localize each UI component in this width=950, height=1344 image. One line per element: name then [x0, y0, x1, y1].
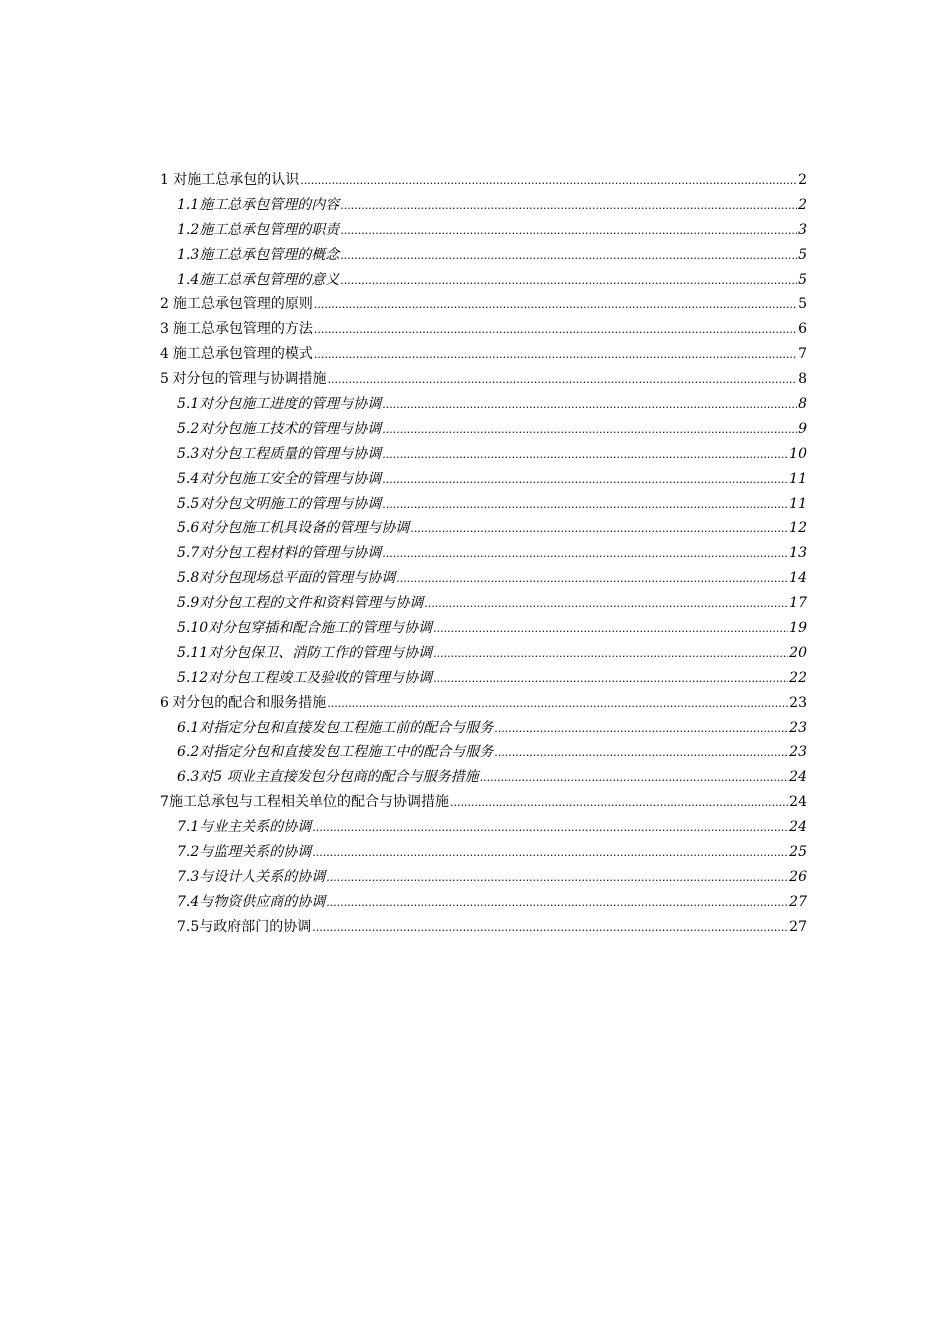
toc-entry-title: 对分包文明施工的管理与协调 — [199, 495, 382, 512]
toc-dot-leader — [433, 617, 788, 642]
toc-entry-title: 对分包现场总平面的管理与协调 — [199, 570, 396, 587]
toc-entry-title: 对分包施工进度的管理与协调 — [199, 396, 382, 413]
toc-entry[interactable] — [160, 467, 807, 492]
toc-entry[interactable] — [160, 915, 807, 940]
toc-dot-leader — [382, 393, 797, 418]
toc-entry-number: 7.2 — [177, 844, 200, 861]
toc-dot-leader — [340, 219, 797, 244]
toc-entry-page-number: 23 — [789, 744, 807, 761]
toc-dot-leader — [326, 866, 788, 891]
toc-entry-number: 1.4 — [177, 271, 200, 288]
toc-entry-page-number: 8 — [798, 396, 807, 413]
toc-entry-title: 与监理关系的协调 — [199, 844, 312, 861]
toc-entry-page-number: 27 — [789, 893, 807, 910]
toc-entry-page-number: 19 — [789, 620, 807, 637]
toc-entry[interactable] — [160, 641, 807, 666]
toc-entry-number: 4 — [160, 346, 169, 363]
toc-entry-page-number: 26 — [789, 868, 807, 885]
toc-dot-leader — [382, 443, 788, 468]
toc-entry[interactable] — [160, 392, 807, 417]
toc-entry-page-number: 23 — [789, 719, 807, 736]
toc-entry-page-number: 7 — [798, 346, 807, 363]
toc-entry[interactable] — [160, 292, 807, 317]
toc-entry-title: 对分包工程的文件和资料管理与协调 — [199, 595, 424, 612]
toc-dot-leader — [312, 816, 788, 841]
toc-entry[interactable] — [160, 890, 807, 915]
toc-entry-page-number: 8 — [798, 371, 807, 388]
toc-entry-page-number: 24 — [789, 769, 807, 786]
toc-dot-leader — [480, 766, 789, 791]
toc-entry[interactable] — [160, 367, 807, 392]
toc-dot-leader — [494, 741, 788, 766]
toc-entry-title: 施工总承包管理的模式 — [172, 346, 313, 363]
toc-entry-number: 5.3 — [177, 445, 200, 462]
toc-entry[interactable] — [160, 168, 807, 193]
toc-entry-title: 施工总承包管理的概念 — [199, 246, 340, 263]
toc-dot-leader — [340, 269, 797, 294]
toc-entry[interactable] — [160, 790, 807, 815]
toc-dot-leader — [326, 891, 788, 916]
toc-dot-leader — [340, 244, 797, 269]
toc-entry-title: 施工总承包管理的原则 — [172, 296, 313, 313]
toc-entry-title: 对施工总承包的认识 — [173, 172, 300, 188]
toc-dot-leader — [327, 368, 797, 393]
toc-entry-number: 5.12 — [177, 669, 209, 686]
toc-entry[interactable] — [160, 815, 807, 840]
toc-dot-leader — [312, 841, 788, 866]
toc-entry-page-number: 20 — [789, 644, 807, 661]
toc-dot-leader — [300, 169, 797, 194]
toc-entry-number: 5.4 — [177, 470, 200, 487]
toc-entry-page-number: 9 — [798, 420, 807, 437]
toc-entry-title: 对指定分包和直接发包工程施工中的配合与服务 — [199, 744, 494, 761]
toc-entry-title: 对分包施工安全的管理与协调 — [199, 470, 382, 487]
toc-entry-title: 与业主关系的协调 — [199, 819, 312, 836]
toc-entry-page-number: 5 — [798, 246, 807, 263]
toc-entry-number: 3 — [160, 321, 169, 338]
toc-entry-number: 5.1 — [177, 396, 200, 413]
toc-entry-page-number: 11 — [789, 470, 807, 487]
toc-entry-number: 6.2 — [177, 744, 200, 761]
toc-entry-number: 1 — [160, 172, 169, 188]
toc-entry[interactable] — [160, 691, 807, 716]
toc-dot-leader — [327, 692, 788, 717]
toc-entry-page-number: 27 — [789, 918, 807, 935]
toc-entry[interactable] — [160, 716, 807, 741]
toc-entry-number: 5.10 — [177, 620, 209, 637]
toc-entry-number: 7.4 — [177, 893, 200, 910]
toc-entry[interactable] — [160, 492, 807, 517]
toc-entry-title: 对分包穿插和配合施工的管理与协调 — [208, 620, 433, 637]
toc-entry-number: 5.9 — [177, 595, 200, 612]
toc-entry-number: 1.2 — [177, 221, 200, 238]
toc-entry[interactable] — [160, 765, 807, 790]
toc-entry-page-number: 25 — [789, 844, 807, 861]
toc-entry-number: 7.1 — [177, 819, 200, 836]
toc-entry-page-number: 5 — [798, 296, 807, 313]
toc-dot-leader — [340, 194, 797, 219]
toc-entry-title: 施工总承包管理的方法 — [172, 321, 313, 338]
toc-entry-number: 5.11 — [177, 644, 209, 661]
toc-entry-page-number: 11 — [789, 495, 807, 512]
toc-dot-leader — [382, 468, 788, 493]
toc-entry-number: 5.2 — [177, 420, 200, 437]
toc-entry[interactable] — [160, 740, 807, 765]
toc-entry-number: 5 — [160, 371, 169, 388]
toc-entry-page-number: 5 — [798, 271, 807, 288]
toc-entry-title: 施工总承包管理的内容 — [199, 196, 340, 213]
toc-entry[interactable] — [160, 616, 807, 641]
toc-entry-title: 施工总承包管理的意义 — [199, 271, 340, 288]
toc-entry-number: 6 — [160, 694, 169, 711]
toc-entry-title: 对分包施工机具设备的管理与协调 — [199, 520, 410, 537]
toc-dot-leader — [382, 418, 797, 443]
toc-dot-leader — [314, 318, 797, 343]
toc-entry-title: 对分包施工技术的管理与协调 — [199, 420, 382, 437]
toc-entry-page-number: 2 — [798, 196, 807, 213]
toc-entry[interactable] — [160, 317, 807, 342]
table-of-contents — [160, 168, 807, 940]
toc-entry[interactable] — [160, 666, 807, 691]
toc-entry[interactable] — [160, 516, 807, 541]
toc-dot-leader — [314, 343, 797, 368]
toc-entry[interactable] — [160, 591, 807, 616]
toc-entry-number: 6.3 — [177, 769, 200, 786]
toc-entry-page-number: 13 — [789, 545, 807, 562]
toc-entry-page-number: 10 — [789, 445, 807, 462]
toc-entry-number: 5.7 — [177, 545, 200, 562]
toc-entry-number: 7.3 — [177, 868, 200, 885]
toc-entry-page-number: 6 — [798, 321, 807, 338]
toc-entry-number: 7 — [160, 794, 169, 811]
toc-entry-title: 与政府部门的协调 — [199, 918, 312, 935]
toc-entry-page-number: 24 — [789, 819, 807, 836]
toc-entry-title: 对指定分包和直接发包工程施工前的配合与服务 — [199, 719, 494, 736]
toc-entry-page-number: 2 — [798, 172, 807, 188]
toc-dot-leader — [382, 542, 788, 567]
toc-entry-title: 施工总承包与工程相关单位的配合与协调措施 — [168, 794, 449, 811]
toc-entry[interactable] — [160, 865, 807, 890]
toc-entry-title: 施工总承包管理的职责 — [199, 221, 340, 238]
toc-dot-leader — [494, 717, 788, 742]
toc-entry-page-number: 14 — [789, 570, 807, 587]
toc-entry-number: 6.1 — [177, 719, 200, 736]
toc-entry[interactable] — [160, 541, 807, 566]
toc-entry-number: 2 — [160, 296, 169, 313]
toc-entry-page-number: 12 — [789, 520, 807, 537]
toc-dot-leader — [312, 916, 788, 941]
toc-entry-title: 对分包的配合和服务措施 — [172, 694, 327, 711]
toc-dot-leader — [424, 592, 788, 617]
toc-dot-leader — [410, 517, 788, 542]
toc-entry-number: 1.1 — [177, 196, 200, 213]
toc-entry-number: 5.6 — [177, 520, 200, 537]
toc-entry-page-number: 24 — [789, 794, 807, 811]
toc-entry[interactable] — [160, 442, 807, 467]
toc-dot-leader — [396, 567, 788, 592]
toc-entry-page-number: 22 — [789, 669, 807, 686]
toc-entry-page-number: 3 — [798, 221, 807, 238]
toc-entry-number: 1.3 — [177, 246, 200, 263]
toc-entry[interactable] — [160, 243, 807, 268]
toc-entry[interactable] — [160, 417, 807, 442]
toc-dot-leader — [382, 493, 788, 518]
toc-dot-leader — [433, 667, 788, 692]
toc-dot-leader — [450, 791, 788, 816]
toc-entry[interactable] — [160, 193, 807, 218]
toc-entry-title: 对分包工程质量的管理与协调 — [199, 445, 382, 462]
toc-entry[interactable] — [160, 566, 807, 591]
toc-entry-number: 5.5 — [177, 495, 200, 512]
toc-entry-title: 与物资供应商的协调 — [199, 893, 326, 910]
toc-entry-title: 对分包保卫、消防工作的管理与协调 — [208, 644, 433, 661]
toc-entry-number: 5.8 — [177, 570, 200, 587]
toc-entry-title: 与设计人关系的协调 — [199, 868, 326, 885]
toc-dot-leader — [433, 642, 788, 667]
toc-dot-leader — [314, 293, 797, 318]
toc-entry-number: 7.5 — [177, 918, 200, 935]
toc-entry[interactable] — [160, 218, 807, 243]
toc-entry[interactable] — [160, 268, 807, 293]
toc-entry-title: 对分包的管理与协调措施 — [172, 371, 327, 388]
toc-entry-page-number: 17 — [789, 595, 807, 612]
toc-entry-title: 对分包工程材料的管理与协调 — [199, 545, 382, 562]
toc-entry-title: 对分包工程竣工及验收的管理与协调 — [208, 669, 433, 686]
toc-entry[interactable] — [160, 342, 807, 367]
toc-entry-page-number: 23 — [789, 694, 807, 711]
toc-entry[interactable] — [160, 840, 807, 865]
toc-entry-title: 对5 项业主直接发包分包商的配合与服务措施 — [199, 769, 479, 786]
